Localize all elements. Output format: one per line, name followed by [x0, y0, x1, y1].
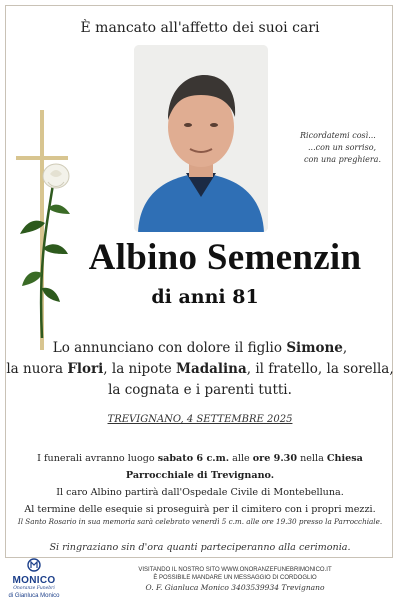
- portrait-photo: [134, 45, 268, 232]
- footer-contact: O. F. Gianluca Monico 3403539934 Trevignano: [145, 583, 325, 592]
- funeral-line-2: [0, 467, 400, 484]
- funeral-line-4: Al termine delle esequie si proseguirà per il cimitero con i propri mezzi.: [24, 504, 376, 515]
- funeral-home-logo: [4, 557, 64, 599]
- announcement-line-1: [0, 338, 400, 359]
- announcement-text: [0, 338, 400, 401]
- logo-subtitle: Onoranze Funebri: [13, 586, 55, 591]
- granddaughter-name: Madalina: [176, 361, 247, 377]
- funeral-text-part: alle: [229, 453, 253, 464]
- announcement-text-part: la nuora: [6, 361, 68, 377]
- funeral-line-3: Il caro Albino partirà dall'Ospedale Civile di Montebelluna.: [56, 487, 344, 498]
- cross-with-rose-icon: [12, 108, 82, 358]
- logo-word: MONICO: [12, 575, 56, 586]
- notice-heading: È mancato all'affetto dei suoi cari: [80, 20, 320, 36]
- announcement-line-3: la cognata e i parenti tutti.: [108, 382, 292, 398]
- quote-line-1: Ricordatemi così...: [300, 131, 376, 140]
- funeral-text-part: nella: [297, 453, 327, 464]
- footer-line-1: VISITANDO IL NOSTRO SITO WWW.ONORANZEFUNEBRIMONICO.IT: [138, 567, 332, 573]
- monico-emblem-icon: [26, 558, 42, 572]
- funeral-time: ore 9.30: [252, 453, 298, 464]
- funeral-line-1: [0, 450, 400, 467]
- quote-line-2: ...con un sorriso,: [308, 143, 377, 152]
- quote-line-3: con una preghiera.: [304, 155, 381, 164]
- funeral-date: sabato 6 c.m.: [157, 453, 230, 464]
- church-name-part: Parrocchiale di Trevignano.: [125, 470, 275, 481]
- funeral-details: [0, 450, 400, 518]
- thanks-text: Si ringraziano sin d'ora quanti parteciperanno alla cerimonia.: [49, 542, 351, 553]
- announcement-text-part: Lo annunciano con dolore il figlio: [52, 340, 287, 356]
- church-name-part: Chiesa: [326, 453, 363, 464]
- daughter-in-law-name: Flori: [67, 361, 104, 377]
- deceased-name: Albino Semenzin: [88, 237, 362, 278]
- announcement-line-2: [0, 359, 400, 380]
- son-name: Simone: [286, 340, 343, 356]
- announcement-text-part: , il fratello, la sorella,: [246, 361, 394, 377]
- deceased-age: di anni 81: [151, 286, 259, 308]
- footer-line-2: È POSSIBILE MANDARE UN MESSAGGIO DI CORDOGLIO: [153, 575, 317, 581]
- funeral-text-part: I funerali avranno luogo: [37, 453, 158, 464]
- memorial-quote: [300, 130, 395, 166]
- footer-info: [70, 566, 400, 592]
- place-date: TREVIGNANO, 4 SETTEMBRE 2025: [107, 414, 293, 425]
- announcement-text-part: , la nipote: [103, 361, 177, 377]
- rosary-notice: Il Santo Rosario in sua memoria sarà celebrato venerdì 5 c.m. alle ore 19.30 presso la Parrocchiale.: [17, 517, 383, 526]
- announcement-text-part: ,: [342, 340, 348, 356]
- logo-person: di Gianluca Monico: [8, 593, 60, 599]
